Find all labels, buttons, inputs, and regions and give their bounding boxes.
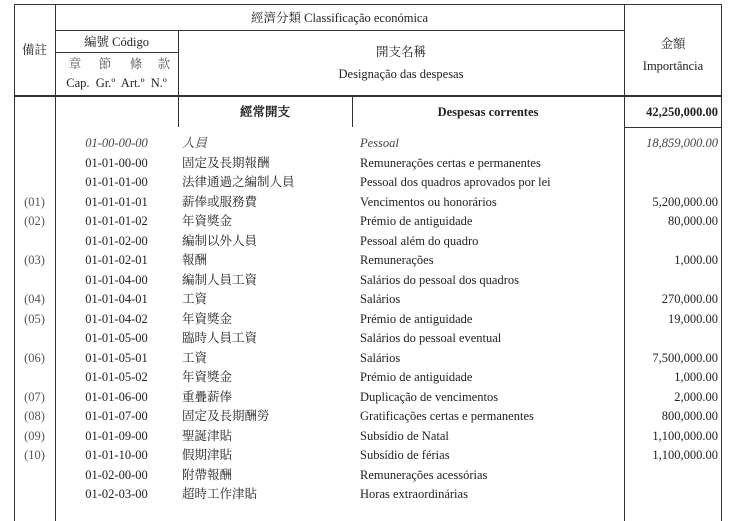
code-cell: 01-01-02-01 [85,253,148,267]
divider [14,95,722,97]
name-zh-cell: 年資獎金 [182,370,233,384]
note-cell: (09) [24,428,45,443]
divider [55,30,624,31]
table-row [0,369,739,388]
amount-cell: 19,000.00 [668,311,718,326]
name-zh-cell: 報酬 [182,253,208,267]
name-zh-cell: 年資獎金 [182,214,233,228]
name-zh-cell: 超時工作津貼 [182,487,258,501]
section-amount: 42,250,000.00 [646,105,718,119]
table-row [0,155,739,174]
name-zh-cell: 假期津貼 [182,448,233,462]
code-cell: 01-01-10-00 [85,448,148,462]
name-pt-cell: Pessoal além do quadro [360,233,479,248]
name-pt-cell: Prémio de antiguidade [360,214,473,228]
designation-header-zh: 開支名稱 [375,45,426,59]
table-row [0,213,739,232]
amount-cell: 1,100,000.00 [652,448,718,462]
name-zh-cell: 編制以外人員 [182,233,258,248]
name-pt-cell: Prémio de antiguidade [360,311,473,326]
name-pt-cell: Gratificações certas e permanentes [360,409,534,423]
table-row [0,428,739,447]
table-row [0,291,739,310]
note-cell: (06) [24,350,45,365]
amount-cell: 800,000.00 [661,409,718,423]
code-cell: 01-01-01-00 [85,175,148,189]
amount-cell: 18,859,000.00 [646,136,718,150]
number-label: 款 [157,57,171,71]
chapter-label: 章 [68,57,82,71]
name-pt-cell: Subsídio de férias [360,448,450,462]
name-pt-cell: Pessoal [360,136,399,150]
amount-cell: 5,200,000.00 [652,194,718,209]
note-cell: (04) [24,292,45,306]
amount-cell: 2,000.00 [674,389,718,404]
section-name-zh: 經常開支 [239,105,290,119]
name-pt-cell: Salários do pessoal eventual [360,331,502,345]
table-row [0,252,739,271]
table-row [0,174,739,193]
name-zh-cell: 法律通過之編制人員 [182,175,295,189]
code-cell: 01-02-03-00 [85,487,148,501]
code-cell: 01-01-05-02 [85,370,148,384]
table-row [0,272,739,291]
amount-cell: 1,100,000.00 [652,428,718,443]
divider [624,127,722,128]
code-cell: 01-01-06-00 [85,389,148,404]
amount-cell: 1,000.00 [674,253,718,267]
code-cell: 01-01-07-00 [85,409,148,423]
name-zh-cell: 固定及長期酬勞 [182,409,270,423]
table-row [0,233,739,252]
code-cell: 01-01-00-00 [85,155,148,170]
amount-cell: 80,000.00 [668,214,718,228]
note-cell: (10) [24,448,45,462]
code-header: 編號 Código [84,35,149,49]
name-pt-cell: Salários [360,292,401,306]
note-cell: (01) [24,194,45,209]
article-label: 條 [129,57,143,71]
name-pt-cell: Remunerações certas e permanentes [360,155,541,170]
amount-cell: 1,000.00 [674,370,718,384]
name-zh-cell: 工資 [182,350,208,365]
table-row [0,486,739,505]
code-cell: 01-01-05-00 [85,331,148,345]
name-zh-cell: 年資獎金 [182,311,233,326]
group-label: 節 [98,57,112,71]
name-zh-cell: 重疊薪俸 [182,389,233,404]
table-row [0,194,739,213]
code-cell: 01-01-05-01 [85,350,148,365]
name-pt-cell: Subsídio de Natal [360,428,449,443]
name-pt-cell: Remunerações [360,253,434,267]
divider [14,4,722,5]
table-row [0,408,739,427]
note-cell: (05) [24,311,45,326]
code-cell: 01-01-04-01 [85,292,148,306]
classification-header: 經濟分類 Classificação económica [250,11,429,25]
note-cell: (03) [24,253,45,267]
code-cell: 01-01-04-02 [85,311,148,326]
divider [55,52,178,53]
remarks-header: 備註 [21,43,47,57]
designation-header-pt: Designação das despesas [338,67,464,81]
note-cell: (07) [24,389,45,404]
table-row [0,311,739,330]
code-cell: 01-01-09-00 [85,428,148,443]
name-zh-cell: 編制人員工資 [182,272,258,287]
table-row [0,350,739,369]
name-zh-cell: 固定及長期報酬 [182,155,270,170]
name-zh-cell: 薪俸或服務費 [182,194,258,209]
code-cell: 01-01-01-01 [85,194,148,209]
code-cell: 01-02-00-00 [85,467,148,482]
name-pt-cell: Horas extraordinárias [360,487,468,501]
code-cell: 01-01-04-00 [85,272,148,287]
amount-cell: 270,000.00 [661,292,718,306]
table-row [0,467,739,486]
name-pt-cell: Salários do pessoal dos quadros [360,272,520,287]
name-zh-cell: 工資 [182,292,208,306]
amount-header-zh: 金額 [660,37,686,51]
section-name-pt: Despesas correntes [437,105,539,119]
name-pt-cell: Salários [360,350,401,365]
note-cell: (02) [24,214,45,228]
code-cell: 01-01-02-00 [85,233,148,248]
name-pt-cell: Remunerações acessórias [360,467,488,482]
name-pt-cell: Prémio de antiguidade [360,370,473,384]
table-row [0,447,739,466]
note-cell: (08) [24,409,45,423]
amount-cell: 7,500,000.00 [652,350,718,365]
code-cell: 01-00-00-00 [85,136,148,150]
name-pt-cell: Duplicação de vencimentos [360,389,499,404]
name-pt-cell: Pessoal dos quadros aprovados por lei [360,175,551,189]
code-subheaders-pt: Cap. Gr.º Art.º N.º [66,76,167,90]
name-pt-cell: Vencimentos ou honorários [360,194,497,209]
table-row [0,135,739,154]
name-zh-cell: 臨時人員工資 [182,331,258,345]
name-zh-cell: 聖誕津貼 [182,428,233,443]
code-cell: 01-01-01-02 [85,214,148,228]
table-row [0,389,739,408]
table-row [0,330,739,349]
amount-header-pt: Importância [642,59,704,73]
name-zh-cell: 附帶報酬 [182,467,233,482]
name-zh-cell: 人員 [182,136,208,150]
